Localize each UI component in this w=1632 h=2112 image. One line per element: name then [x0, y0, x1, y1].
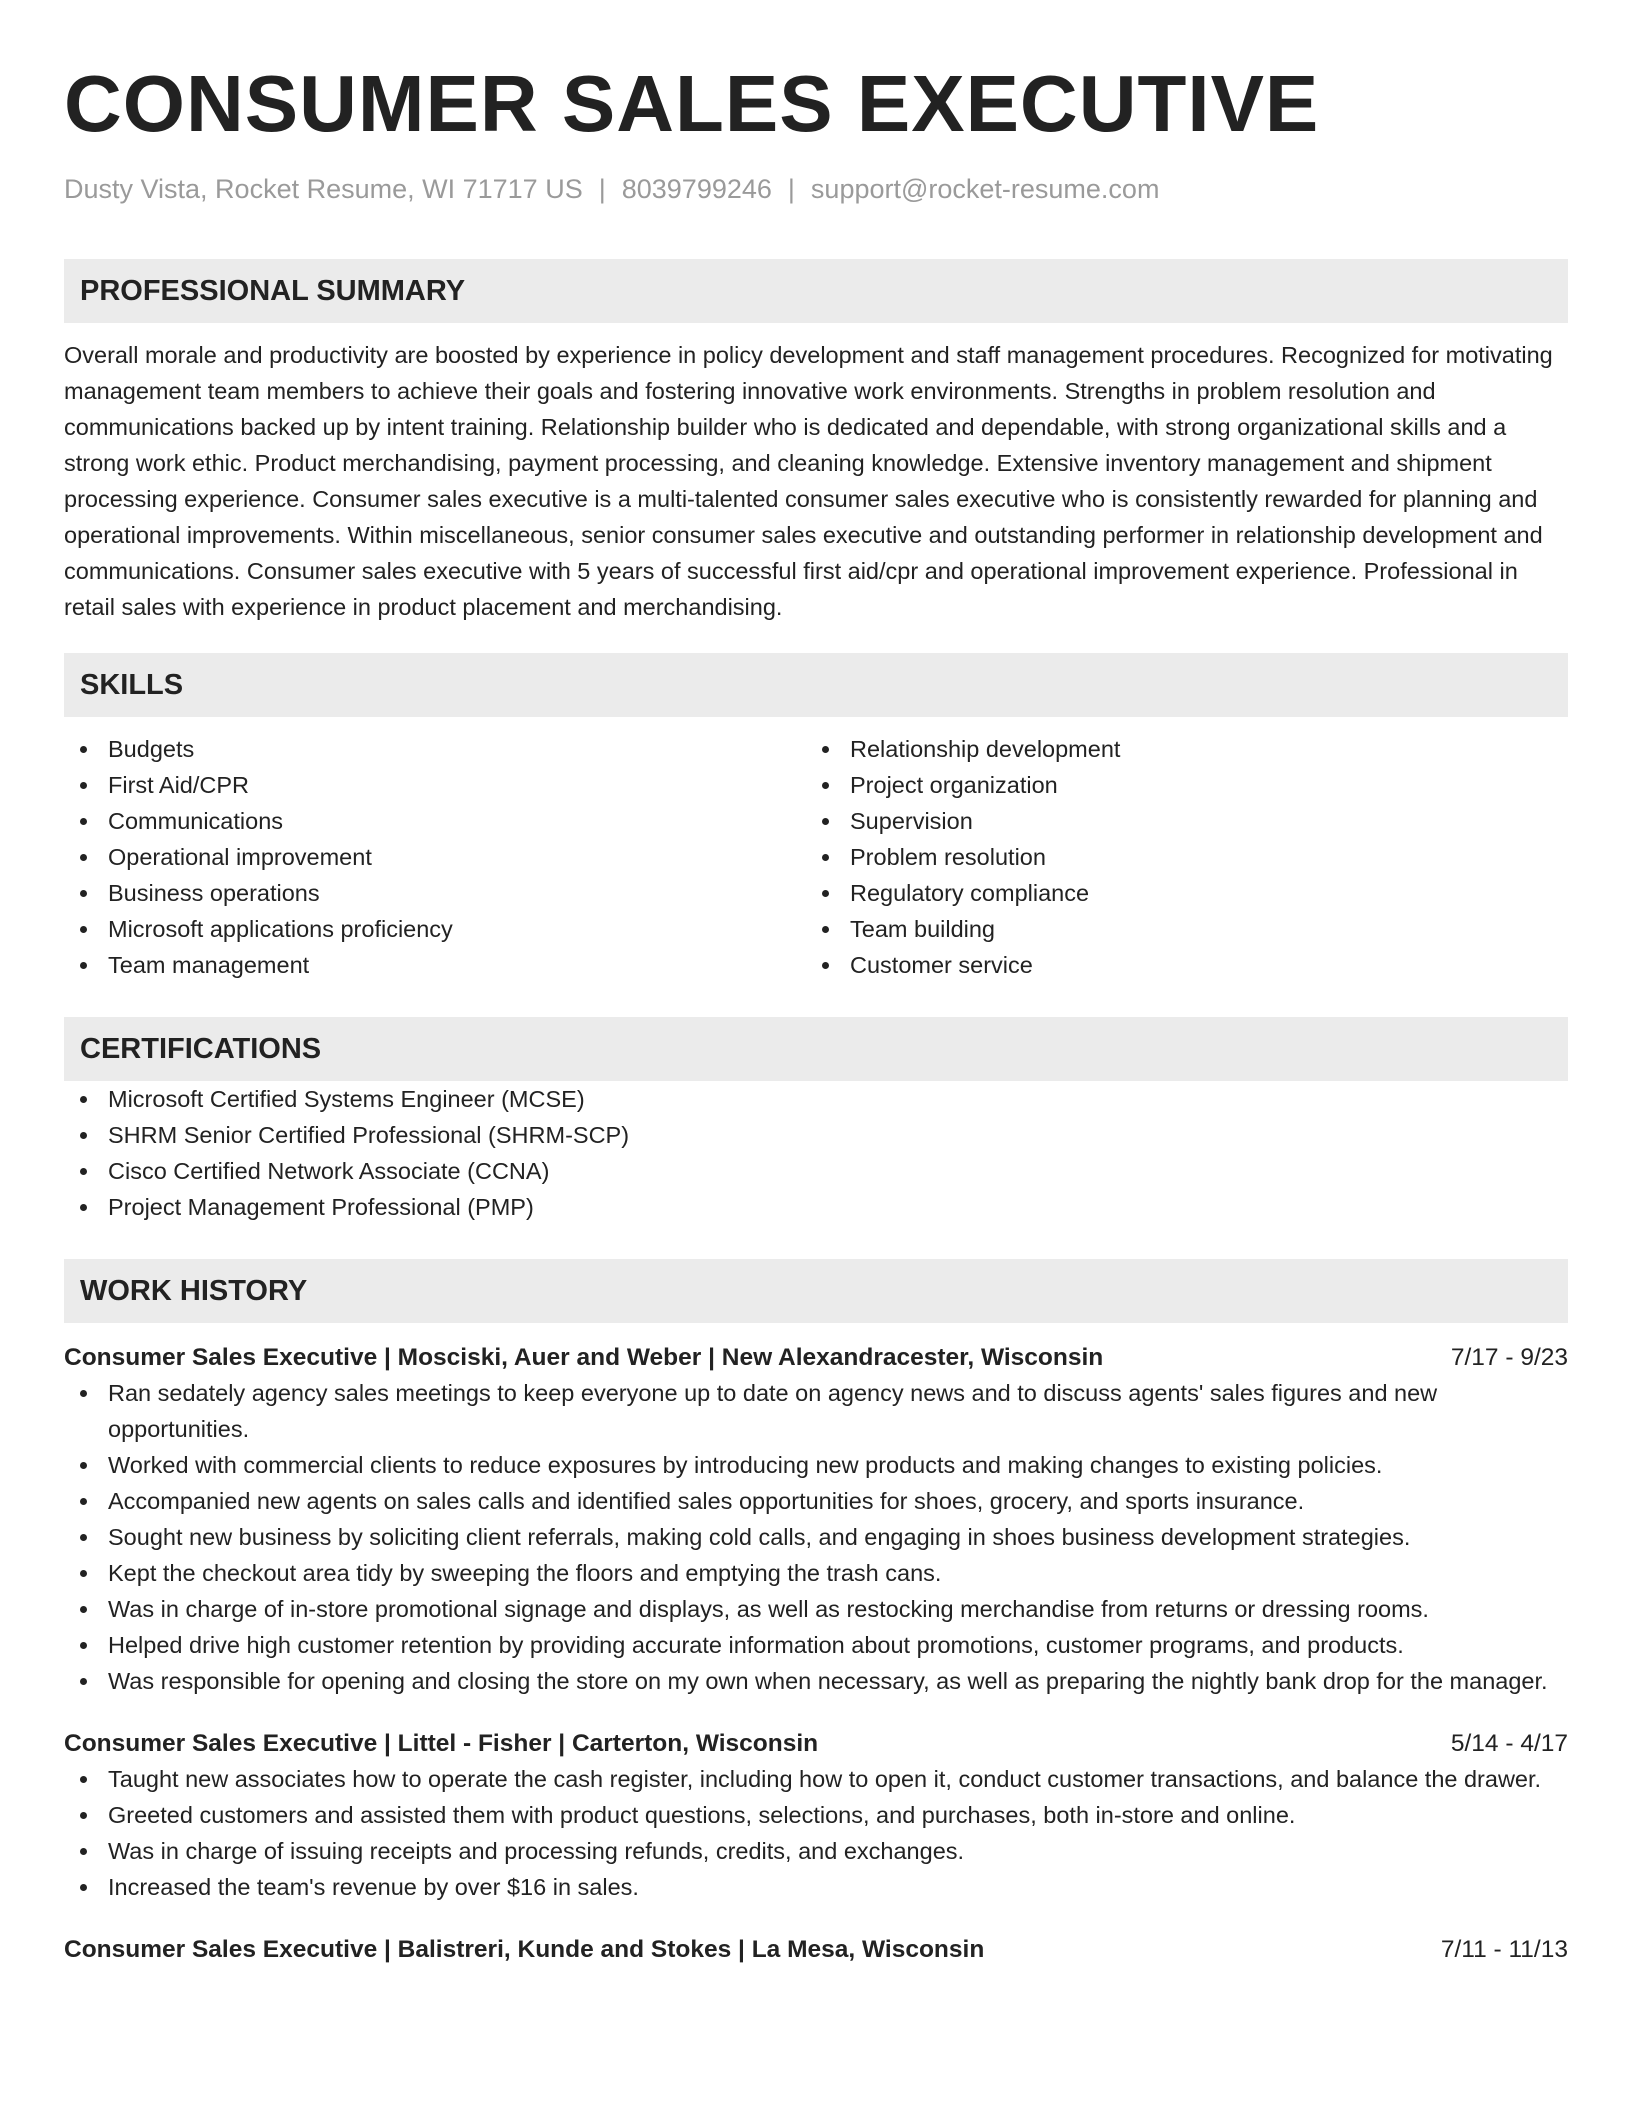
skill-item: Business operations — [64, 875, 806, 911]
skill-item: Customer service — [806, 947, 1548, 983]
skill-item: First Aid/CPR — [64, 767, 806, 803]
job-bullet: Sought new business by soliciting client referrals, making cold calls, and engaging in shoes business development strategies. — [64, 1519, 1568, 1555]
contact-separator: | — [787, 174, 795, 204]
contact-separator: | — [598, 174, 606, 204]
skill-item: Problem resolution — [806, 839, 1548, 875]
skill-item: Supervision — [806, 803, 1548, 839]
skill-item: Team building — [806, 911, 1548, 947]
skill-item: Project organization — [806, 767, 1548, 803]
skill-item: Operational improvement — [64, 839, 806, 875]
job-title-row — [64, 1341, 1568, 1375]
skill-item: Relationship development — [806, 731, 1548, 767]
job-bullet-list — [64, 1761, 1568, 1905]
job-title-row — [64, 1933, 1568, 1967]
job-dates: 7/11 - 11/13 — [1440, 1936, 1568, 1963]
section-header-work-history: WORK HISTORY — [64, 1259, 1568, 1323]
section-header-skills: SKILLS — [64, 653, 1568, 717]
job-dates: 7/17 - 9/23 — [1450, 1344, 1568, 1371]
job-bullet-list — [64, 1375, 1568, 1699]
contact-phone: 8039799246 — [621, 174, 772, 204]
job-bullet: Was responsible for opening and closing the store on my own when necessary, as well as preparing the nightly bank drop for the manager. — [64, 1663, 1568, 1699]
job-title: Consumer Sales Executive | Littel - Fisher | Carterton, Wisconsin — [64, 1730, 819, 1757]
skill-item: Microsoft applications proficiency — [64, 911, 806, 947]
skill-item: Team management — [64, 947, 806, 983]
skills-list-right — [806, 731, 1548, 983]
skills-list-left — [64, 731, 806, 983]
certification-item: Microsoft Certified Systems Engineer (MCSE) — [64, 1081, 1568, 1117]
job-bullet: Helped drive high customer retention by providing accurate information about promotions, customer programs, and products. — [64, 1627, 1568, 1663]
job-bullet: Ran sedately agency sales meetings to keep everyone up to date on agency news and to discuss agents' sales figures and new opportunities. — [64, 1375, 1568, 1447]
skills-column-right — [806, 731, 1548, 983]
job-bullet: Increased the team's revenue by over $16 in sales. — [64, 1869, 1568, 1905]
skill-item: Communications — [64, 803, 806, 839]
job-bullet: Was in charge of issuing receipts and processing refunds, credits, and exchanges. — [64, 1833, 1568, 1869]
job-entry — [64, 1727, 1568, 1905]
job-bullet: Taught new associates how to operate the cash register, including how to open it, conduct customer transactions, and balance the drawer. — [64, 1761, 1568, 1797]
contact-line — [64, 172, 1568, 206]
contact-address: Dusty Vista, Rocket Resume, WI 71717 US — [64, 174, 583, 204]
job-title: Consumer Sales Executive | Mosciski, Auer and Weber | New Alexandracester, Wisconsin — [64, 1344, 1104, 1371]
section-header-certifications: CERTIFICATIONS — [64, 1017, 1568, 1081]
certification-item: Project Management Professional (PMP) — [64, 1189, 1568, 1225]
summary-text: Overall morale and productivity are boosted by experience in policy development and staff management procedures. Recognized for motivating management team members to achieve their goals and fostering innovative work environments. Strengths in problem resolution and communications backed up by intent training. Relationship builder who is dedicated and dependable, with strong organizational skills and a strong work ethic. Product merchandising, payment processing, and cleaning knowledge. Extensive inventory management and shipment processing experience. Consumer sales executive is a multi-talented consumer sales executive who is consistently rewarded for planning and operational improvements. Within miscellaneous, senior consumer sales executive and outstanding performer in relationship development and communications. Consumer sales executive with 5 years of successful first aid/cpr and operational improvement experience. Professional in retail sales with experience in product placement and merchandising. — [64, 342, 1553, 620]
section-header-summary: PROFESSIONAL SUMMARY — [64, 259, 1568, 323]
job-title-row — [64, 1727, 1568, 1761]
job-entry — [64, 1341, 1568, 1699]
job-bullet: Was in charge of in-store promotional signage and displays, as well as restocking merchandise from returns or dressing rooms. — [64, 1591, 1568, 1627]
job-bullet: Worked with commercial clients to reduce exposures by introducing new products and making changes to existing policies. — [64, 1447, 1568, 1483]
job-bullet: Accompanied new agents on sales calls and identified sales opportunities for shoes, grocery, and sports insurance. — [64, 1483, 1568, 1519]
candidate-name: CONSUMER SALES EXECUTIVE — [64, 59, 1320, 148]
job-entry — [64, 1933, 1568, 1967]
skills-grid — [64, 731, 1568, 983]
certification-item: Cisco Certified Network Associate (CCNA) — [64, 1153, 1568, 1189]
skill-item: Regulatory compliance — [806, 875, 1548, 911]
skill-item: Budgets — [64, 731, 806, 767]
job-bullet: Greeted customers and assisted them with product questions, selections, and purchases, both in-store and online. — [64, 1797, 1568, 1833]
skills-column-left — [64, 731, 806, 983]
job-title: Consumer Sales Executive | Balistreri, Kunde and Stokes | La Mesa, Wisconsin — [64, 1936, 985, 1963]
job-bullet: Kept the checkout area tidy by sweeping the floors and emptying the trash cans. — [64, 1555, 1568, 1591]
certifications-list — [64, 1081, 1568, 1225]
contact-email: support@rocket-resume.com — [810, 174, 1160, 204]
certification-item: SHRM Senior Certified Professional (SHRM-SCP) — [64, 1117, 1568, 1153]
job-dates: 5/14 - 4/17 — [1450, 1730, 1568, 1757]
